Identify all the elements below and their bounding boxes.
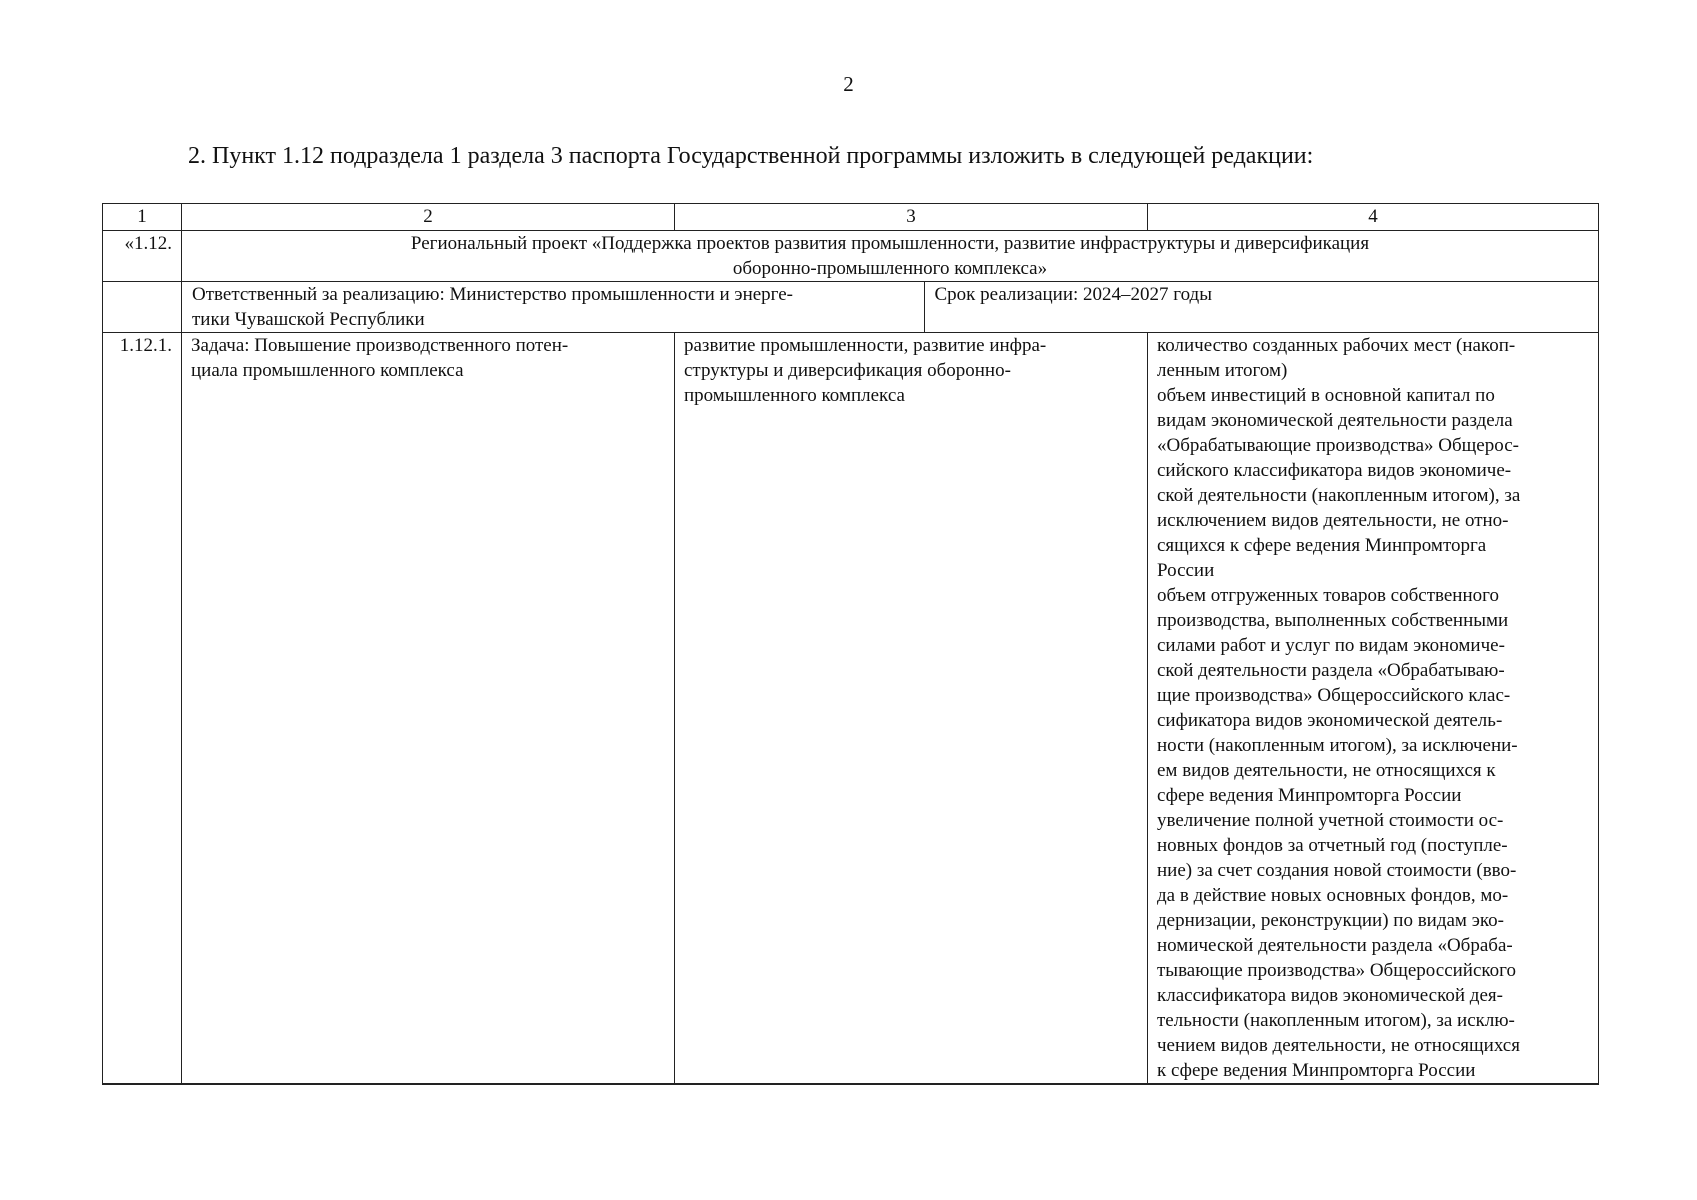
responsible-ministry [182, 282, 924, 332]
indicator-line: чением видов деятельности, не относящихся [1157, 1035, 1520, 1056]
header-row [103, 204, 1599, 231]
responsible-line: тики Чувашской Республики [192, 309, 425, 330]
task-line: Задача: Повышение производственного потен- [191, 335, 569, 356]
task-description [182, 333, 675, 1085]
indicator-line: дернизации, реконструкции) по видам эко- [1157, 910, 1504, 931]
empty-cell [103, 282, 182, 333]
indicator-line: силами работ и услуг по видам экономиче- [1157, 635, 1505, 656]
indicator-line: сийского классификатора видов экономиче- [1157, 460, 1512, 481]
indicator-line: ем видов деятельности, не относящихся к [1157, 760, 1496, 781]
indicator-line: да в действие новых основных фондов, мо- [1157, 885, 1509, 906]
project-number: «1.12. [103, 231, 182, 282]
responsible-line: Ответственный за реализацию: Министерство промышленности и энерге- [192, 284, 793, 305]
task-row [103, 333, 1599, 1085]
task-goal [675, 333, 1148, 1085]
indicator-line: сящихся к сфере ведения Минпромторга [1157, 535, 1487, 556]
page-number: 2 [843, 72, 854, 96]
indicator-line: к сфере ведения Минпромторга России [1157, 1060, 1476, 1081]
task-line: циала промышленного комплекса [191, 360, 464, 381]
project-title-line: оборонно-промышленного комплекса» [732, 258, 1048, 279]
indicator-line: количество созданных рабочих мест (накоп- [1157, 335, 1516, 356]
indicator-line: ленным итогом) [1157, 360, 1288, 381]
indicator-line: ской деятельности (накопленным итогом), за [1157, 485, 1521, 506]
intro-paragraph: 2. Пункт 1.12 подраздела 1 раздела 3 паспорта Государственной программы изложить в следующей редакции: [188, 143, 1314, 169]
indicator-line: тельности (накопленным итогом), за исклю- [1157, 1010, 1515, 1031]
indicator-line: ние) за счет создания новой стоимости (вво- [1157, 860, 1517, 881]
indicator-line: исключением видов деятельности, не отно- [1157, 510, 1509, 531]
indicator-line: классификатора видов экономической дея- [1157, 985, 1503, 1006]
project-title-line: Региональный проект «Поддержка проектов развития промышленности, развитие инфраструктуры и диверсификация [410, 233, 1370, 254]
indicator-line: объем инвестиций в основной капитал по [1157, 385, 1495, 406]
goal-line: промышленного комплекса [684, 385, 905, 406]
task-number: 1.12.1. [103, 333, 182, 1085]
indicator-line: номической деятельности раздела «Обраба- [1157, 935, 1513, 956]
implementation-term: Срок реализации: 2024–2027 годы [934, 284, 1212, 305]
indicator-line: новных фондов за отчетный год (поступле- [1157, 835, 1508, 856]
indicator-line: сфере ведения Минпромторга России [1157, 785, 1462, 806]
indicator-line: объем отгруженных товаров собственного [1157, 585, 1499, 606]
header-col-2: 2 [182, 204, 675, 231]
task-indicators [1148, 333, 1599, 1085]
indicator-line: увеличение полной учетной стоимости ос- [1157, 810, 1504, 831]
responsible-cell [182, 282, 1599, 333]
program-table [102, 203, 1599, 1085]
indicator-line: видам экономической деятельности раздела [1157, 410, 1513, 431]
responsible-row [103, 282, 1599, 333]
indicator-line: тывающие производства» Общероссийского [1157, 960, 1516, 981]
project-title [182, 231, 1599, 282]
header-col-1: 1 [103, 204, 182, 231]
goal-line: развитие промышленности, развитие инфра- [684, 335, 1047, 356]
indicator-line: ности (накопленным итогом), за исключени- [1157, 735, 1518, 756]
goal-line: структуры и диверсификация оборонно- [684, 360, 1011, 381]
indicator-line: сификатора видов экономической деятель- [1157, 710, 1503, 731]
project-row [103, 231, 1599, 282]
header-col-3: 3 [675, 204, 1148, 231]
indicator-line: ской деятельности раздела «Обрабатываю- [1157, 660, 1505, 681]
indicator-line: «Обрабатывающие производства» Общерос- [1157, 435, 1519, 456]
indicator-line: России [1157, 560, 1215, 581]
indicator-line: производства, выполненных собственными [1157, 610, 1509, 631]
header-col-4: 4 [1148, 204, 1599, 231]
indicator-line: щие производства» Общероссийского клас- [1157, 685, 1511, 706]
